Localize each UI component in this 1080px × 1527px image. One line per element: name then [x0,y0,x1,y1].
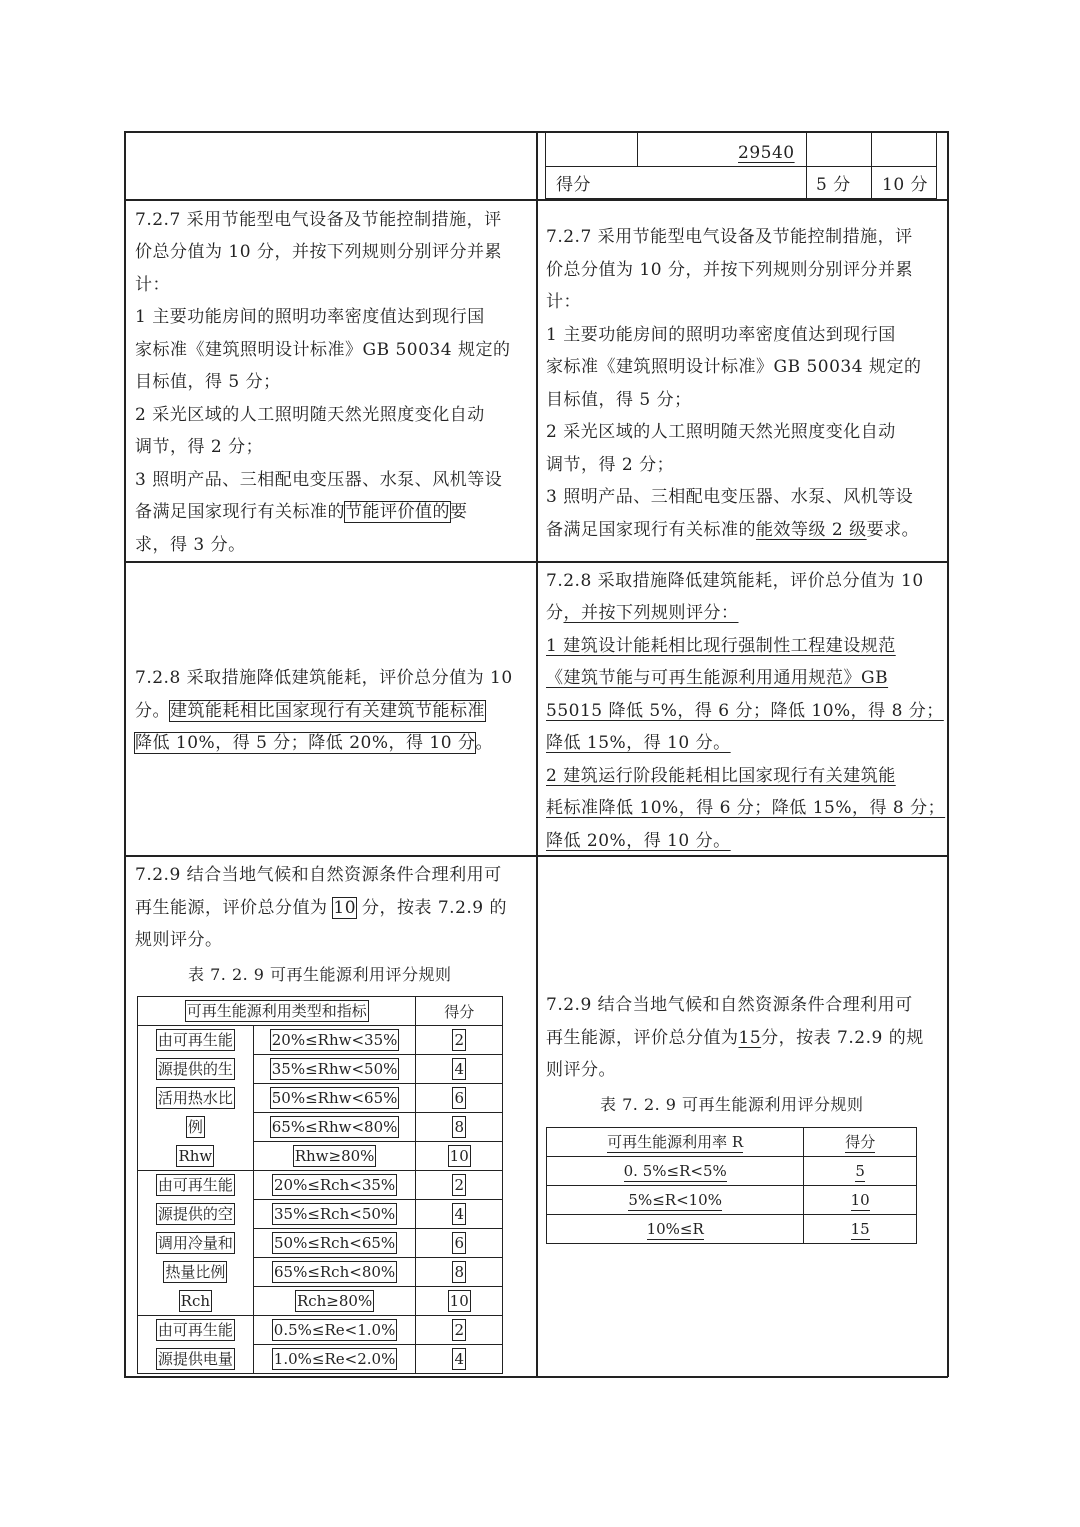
text-line: 计： [135,275,170,295]
text-line [546,514,919,547]
text-fragment: 再生能源，评价总分值为 [135,898,328,918]
condition-cell [253,1316,416,1345]
text-fragment: 备满足国家现行有关标准的 [546,520,756,540]
score-cell [804,1215,917,1244]
score-cell [416,1316,503,1345]
text-line: 7.2.7 采用节能型电气设备及节能控制措施，评 [135,210,502,230]
text-line: 降低 20%，得 10 分。 [546,831,731,851]
table-caption: 表 7. 2. 9 可再生能源利用评分规则 [188,965,452,984]
group-label-cell [138,1026,254,1055]
text-line: 7.2.7 采用节能型电气设备及节能控制措施，评 [546,227,913,247]
score-cell [416,1113,503,1142]
table-row [138,1345,503,1374]
text-line: 则评分。 [546,1060,616,1080]
text-line: 家标准《建筑照明设计标准》GB 50034 规定的 [135,340,511,360]
header-cell [416,997,503,1026]
table-row [547,1215,917,1244]
group-label: 由可再生能 [157,1176,233,1195]
score: 8 [454,1118,464,1136]
table-row [138,1316,503,1345]
table-row [138,1229,503,1258]
text-line: 55015 降低 5%，得 6 分；降低 10%，得 8 分； [546,701,944,721]
header-type: 可再生能源利用类型和指标 [186,1002,367,1020]
text-line: 耗标准降低 10%，得 6 分；降低 15%，得 8 分； [546,798,946,818]
condition-cell [253,1258,416,1287]
text-fragment: 分，按表 7.2.9 的规 [761,1028,924,1048]
condition: 0.5%≤Re<1.0% [273,1321,396,1339]
score: 6 [454,1089,464,1107]
header-score: 得分 [845,1132,876,1151]
score-cell [804,1186,917,1215]
underlined-value: 15 [738,1028,762,1048]
group-label-cell [138,1316,254,1345]
header-cell [804,1128,917,1157]
table-row [138,1200,503,1229]
text-fragment: 分，按表 7.2.9 的 [361,898,508,918]
text-line: 求，得 3 分。 [135,535,246,555]
text-line: 7.2.9 结合当地气候和自然资源条件合理利用可 [546,995,913,1015]
text-line: 2 采光区域的人工照明随天然光照度变化自动 [546,422,896,442]
score: 6 [454,1234,464,1252]
score-cell [416,1345,503,1374]
group-label-cell [138,1055,254,1084]
score-cell [416,1142,503,1171]
text-line: 3 照明产品、三相配电变压器、水泵、风机等设 [135,470,503,490]
score-cell [416,1258,503,1287]
header-rate: 可再生能源利用率 R [607,1132,744,1151]
text-line: 家标准《建筑照明设计标准》GB 50034 规定的 [546,357,922,377]
boxed-phrase: 降低 10%，得 5 分；降低 20%，得 10 分 [135,733,476,753]
score-cell [416,1200,503,1229]
score-cell [416,1287,503,1316]
score: 4 [454,1350,464,1368]
text-line: 调节，得 2 分； [135,437,264,457]
group-label-cell [138,1084,254,1113]
condition: 1.0%≤Re<2.0% [273,1350,396,1368]
condition-cell [253,1200,416,1229]
header-cell [547,1128,804,1157]
group-label-cell [138,1229,254,1258]
text-fragment: 。 [475,733,493,753]
condition: 65%≤Rhw<80% [271,1118,398,1136]
right-score-table [546,1127,917,1244]
condition-cell [547,1157,804,1186]
score-cell [416,1171,503,1200]
group-label: Rhw [178,1146,213,1165]
text-line: 7.2.9 结合当地气候和自然资源条件合理利用可 [135,865,502,885]
group-label-cell [138,1200,254,1229]
condition-cell [253,1084,416,1113]
score: 2 [454,1321,464,1339]
group-label-cell [138,1171,254,1200]
group-label: 热量比例 [165,1263,226,1281]
table-row [138,1026,503,1055]
text-line [135,695,485,728]
condition: Rhw≥80% [294,1147,375,1165]
boxed-value: 10 [333,898,357,918]
text-line: 1 建筑设计能耗相比现行强制性工程建设规范 [546,636,896,656]
score: 10 [850,1190,870,1209]
left-score-table [137,996,503,1374]
text-line: 7.2.8 采取措施降低建筑能耗，评价总分值为 10 [135,668,513,688]
condition: 35%≤Rhw<50% [271,1060,398,1078]
table-caption: 表 7. 2. 9 可再生能源利用评分规则 [600,1095,864,1114]
text-line: 价总分值为 10 分，并按下列规则分别评分并累 [135,242,502,262]
text-line: 调节，得 2 分； [546,455,675,475]
group-label: 活用热水比 [157,1089,233,1107]
score: 5 [855,1161,865,1180]
condition: 50%≤Rhw<65% [271,1089,398,1107]
table-header-row [138,997,503,1026]
table-row [138,1142,503,1171]
text-line [135,496,468,529]
underlined-phrase: 能效等级 2 级 [756,520,867,540]
text-line: 规则评分。 [135,930,223,950]
text-line: 1 主要功能房间的照明功率密度值达到现行国 [546,325,896,345]
score: 4 [454,1060,464,1078]
score: 8 [454,1263,464,1281]
header-score: 得分 [444,1002,475,1021]
group-label: 由可再生能 [157,1321,233,1340]
condition-cell [253,1113,416,1142]
text-fragment: 分。 [135,701,170,721]
condition-cell [253,1229,416,1258]
condition: 0. 5%≤R<5% [623,1161,727,1180]
text-fragment: 要求。 [866,520,920,540]
condition-cell [253,1345,416,1374]
condition-cell [253,1142,416,1171]
text-line: 7.2.8 采取措施降低建筑能耗，评价总分值为 10 [546,571,924,591]
group-label-cell [138,1113,254,1142]
condition: 5%≤R<10% [628,1190,722,1209]
text-line: 降低 15%，得 10 分。 [546,733,731,753]
text-line: 3 照明产品、三相配电变压器、水泵、风机等设 [546,487,914,507]
text-line [135,892,507,925]
score: 4 [454,1205,464,1223]
table-row [138,1113,503,1142]
score: 2 [454,1176,464,1194]
table-row [547,1157,917,1186]
score: 10 [449,1292,469,1310]
condition: Rch≥80% [296,1292,373,1310]
group-label: 源提供的生 [157,1060,233,1078]
text-line: 价总分值为 10 分，并按下列规则分别评分并累 [546,260,913,280]
table-row [547,1186,917,1215]
underlined-phrase: ，并按下列规则评分： [563,603,739,623]
score: 15 [850,1219,870,1238]
score-a: 5 分 [816,175,851,195]
text-fragment: 分 [546,603,564,623]
score-cell [416,1026,503,1055]
table-row [138,1171,503,1200]
text-line: 目标值，得 5 分； [135,372,281,392]
score-b: 10 分 [882,175,929,195]
boxed-phrase: 建筑能耗相比国家现行有关建筑节能标准 [170,701,485,721]
condition-cell [253,1055,416,1084]
group-label: 由可再生能 [157,1031,233,1050]
group-label: 例 [187,1118,203,1136]
condition: 20%≤Rhw<35% [271,1031,398,1049]
table-header-row [547,1128,917,1157]
group-label-cell [138,1258,254,1287]
score: 2 [454,1031,464,1049]
text-line: 计： [546,292,581,312]
group-label: Rch [180,1291,211,1310]
score-cell [804,1157,917,1186]
condition-cell [547,1186,804,1215]
score-cell [416,1229,503,1258]
condition-cell [253,1026,416,1055]
text-fragment: 备满足国家现行有关标准的 [135,502,345,522]
group-label: 源提供的空 [157,1205,233,1223]
group-label-cell [138,1345,254,1374]
condition: 10%≤R [646,1219,704,1238]
score: 10 [449,1147,469,1165]
group-label: 源提供电量 [157,1349,233,1368]
text-fragment: 要 [450,502,468,522]
text-line: 《建筑节能与可再生能源利用通用规范》GB [546,668,889,688]
table-row [138,1084,503,1113]
table-row [138,1287,503,1316]
condition: 20%≤Rch<35% [273,1176,396,1194]
condition: 35%≤Rch<50% [273,1205,396,1223]
score-label: 得分 [556,175,591,195]
condition-cell [547,1215,804,1244]
score-cell [416,1084,503,1113]
condition: 50%≤Rch<65% [273,1234,396,1252]
text-line: 2 采光区域的人工照明随天然光照度变化自动 [135,405,485,425]
condition-cell [253,1287,416,1316]
condition: 65%≤Rch<80% [273,1263,396,1281]
text-line [546,1022,924,1055]
text-fragment: 再生能源，评价总分值为 [546,1028,739,1048]
text-line: 目标值，得 5 分； [546,390,692,410]
score-cell [416,1055,503,1084]
text-line: 1 主要功能房间的照明功率密度值达到现行国 [135,307,485,327]
table-row [138,1055,503,1084]
group-label-cell [138,1142,254,1171]
text-line [546,597,739,630]
text-line [135,727,493,760]
condition-cell [253,1171,416,1200]
header-cell [138,997,416,1026]
group-label: 调用冷量和 [157,1234,233,1252]
group-label-cell [138,1287,254,1316]
table-row [138,1258,503,1287]
top-value: 29540 [738,143,795,163]
boxed-phrase: 节能评价值的 [345,502,450,522]
text-line: 2 建筑运行阶段能耗相比国家现行有关建筑能 [546,766,896,786]
